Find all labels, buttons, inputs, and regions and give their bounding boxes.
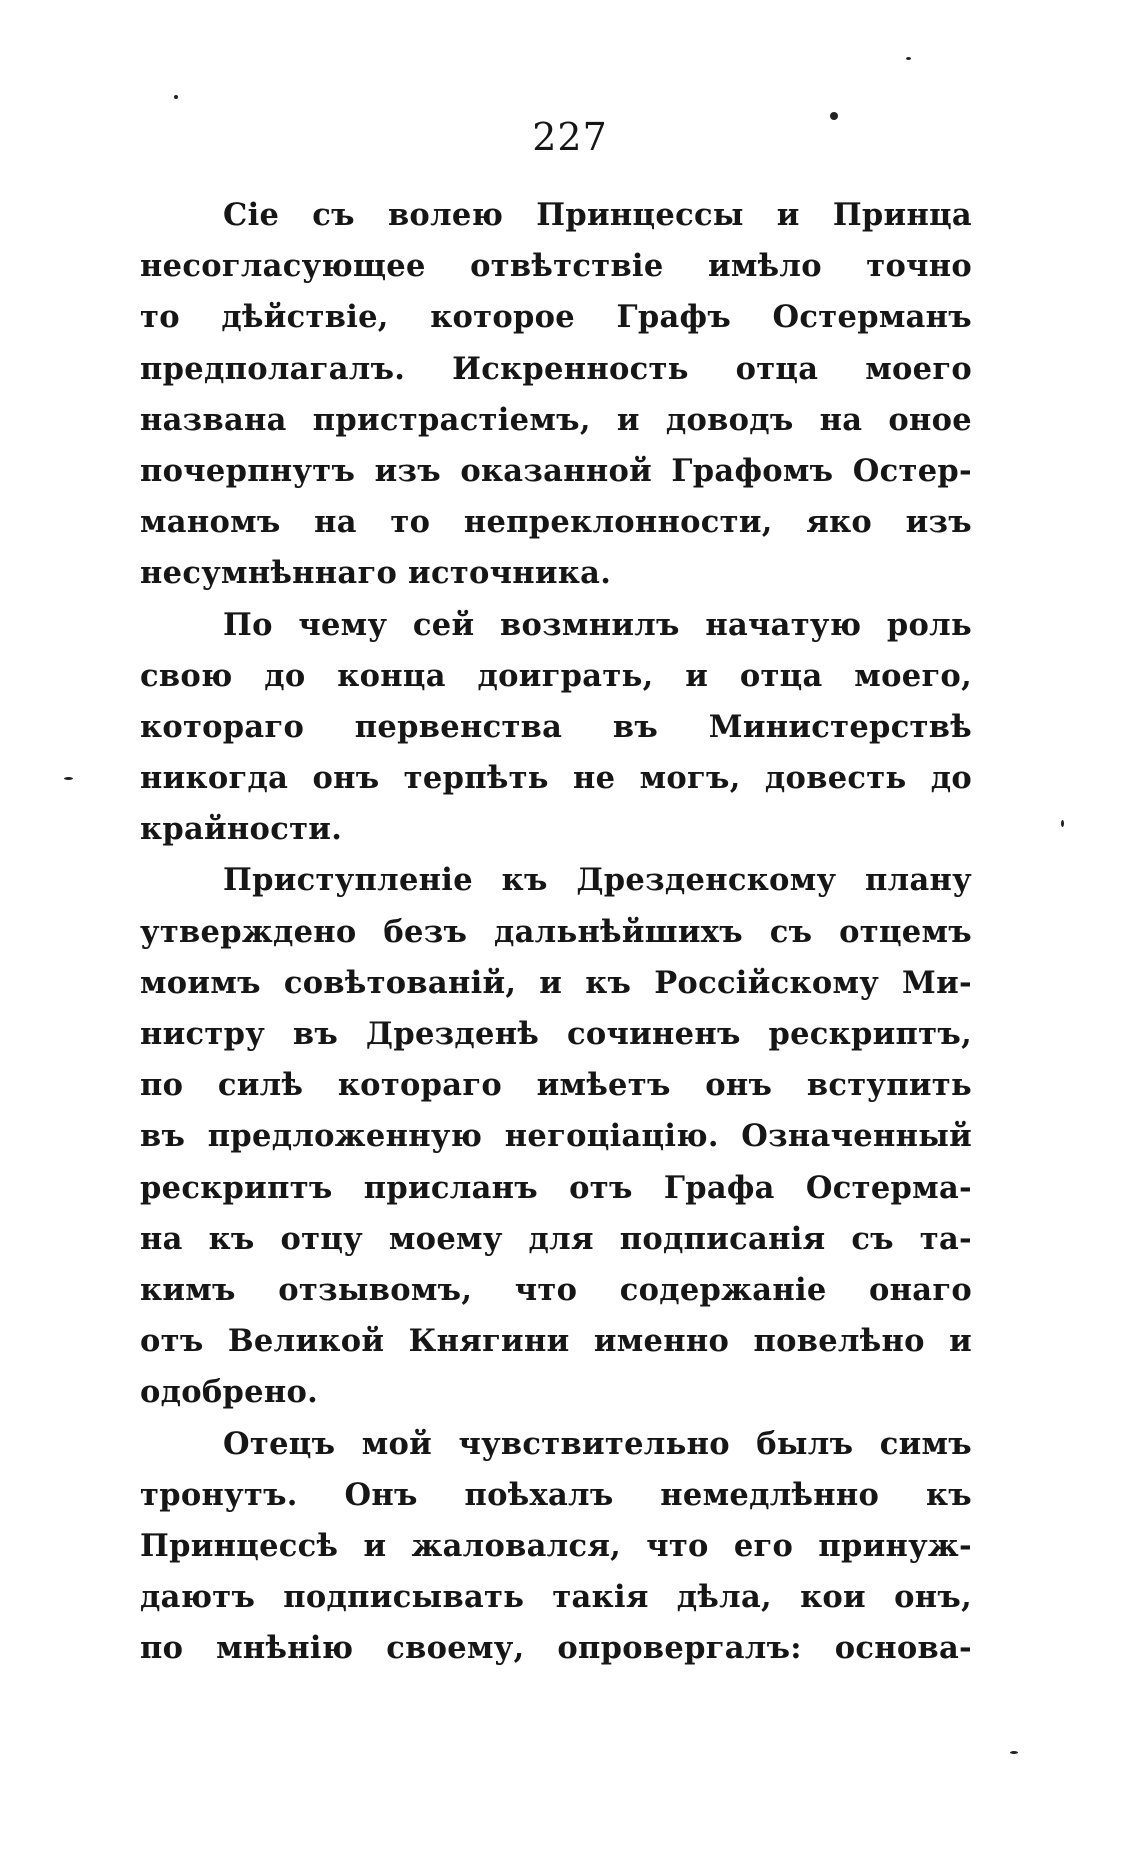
text-line: свою до конца доиграть, и отца моего, — [140, 657, 972, 694]
scan-speck — [1061, 820, 1064, 827]
text-line: отъ Великой Княгини именно повелѣно и — [140, 1323, 972, 1360]
paragraph-2 — [140, 600, 972, 856]
text-line: кимъ отзывомъ, что содержаніе онаго — [140, 1271, 972, 1308]
text-line: предполагалъ. Искренность отца моего — [140, 350, 972, 387]
text-line: нистру въ Дрезденѣ сочиненъ рескриптъ, — [140, 1016, 972, 1052]
text-line: почерпнутъ изъ оказанной Графомъ Остер- — [140, 452, 972, 489]
text-line: несогласующее отвѣтствіе имѣло точно — [140, 248, 972, 285]
scan-speck — [174, 95, 178, 99]
text-line: несумнѣннаго источника. — [140, 555, 612, 592]
text-line: тронутъ. Онъ поѣхалъ немедлѣнно къ — [140, 1476, 972, 1513]
text-line: котораго первенства въ Министерствѣ — [140, 708, 972, 745]
text-line: названа пристрастіемъ, и доводъ на оное — [140, 401, 972, 438]
page-number: 227 — [532, 115, 608, 159]
text-line: Принцессѣ и жаловался, что его принуж- — [140, 1527, 972, 1564]
text-line: крайности. — [140, 811, 343, 848]
scan-speck — [830, 112, 838, 120]
paragraph-1 — [140, 190, 972, 600]
text-line: Приступленіе къ Дрезденскому плану — [223, 862, 972, 899]
text-line: по силѣ котораго имѣетъ онъ вступить — [140, 1067, 972, 1104]
text-line: никогда онъ терпѣть не могъ, довесть до — [140, 760, 972, 797]
scan-speck — [906, 57, 911, 60]
text-line: по мнѣнію своему, опровергалъ: основа- — [140, 1630, 972, 1667]
text-line: въ предложенную негоціацію. Означенный — [140, 1118, 972, 1155]
body-text — [140, 190, 972, 1674]
text-line: рескриптъ присланъ отъ Графа Остерма- — [140, 1169, 972, 1206]
text-line: Отецъ мой чувствительно былъ симъ — [223, 1425, 972, 1462]
text-line: По чему сей возмнилъ начатую роль — [223, 606, 972, 643]
text-line: даютъ подписывать такія дѣла, кои онъ, — [140, 1579, 972, 1616]
paragraph-3 — [140, 855, 972, 1418]
text-line: утверждено безъ дальнѣйшихъ съ отцемъ — [140, 913, 972, 950]
text-line: то дѣйствіе, которое Графъ Остерманъ — [140, 299, 972, 336]
text-line: на къ отцу моему для подписанія съ та- — [140, 1220, 972, 1257]
text-line: Сіе съ волею Принцессы и Принца — [223, 197, 972, 233]
paragraph-4 — [140, 1419, 972, 1675]
text-line: маномъ на то непреклонности, яко изъ — [140, 504, 972, 541]
text-line: моимъ совѣтованій, и къ Россійскому Ми- — [140, 964, 972, 1001]
scan-speck — [1010, 1751, 1018, 1754]
text-line: одобрено. — [140, 1374, 319, 1411]
scan-speck — [64, 777, 73, 780]
